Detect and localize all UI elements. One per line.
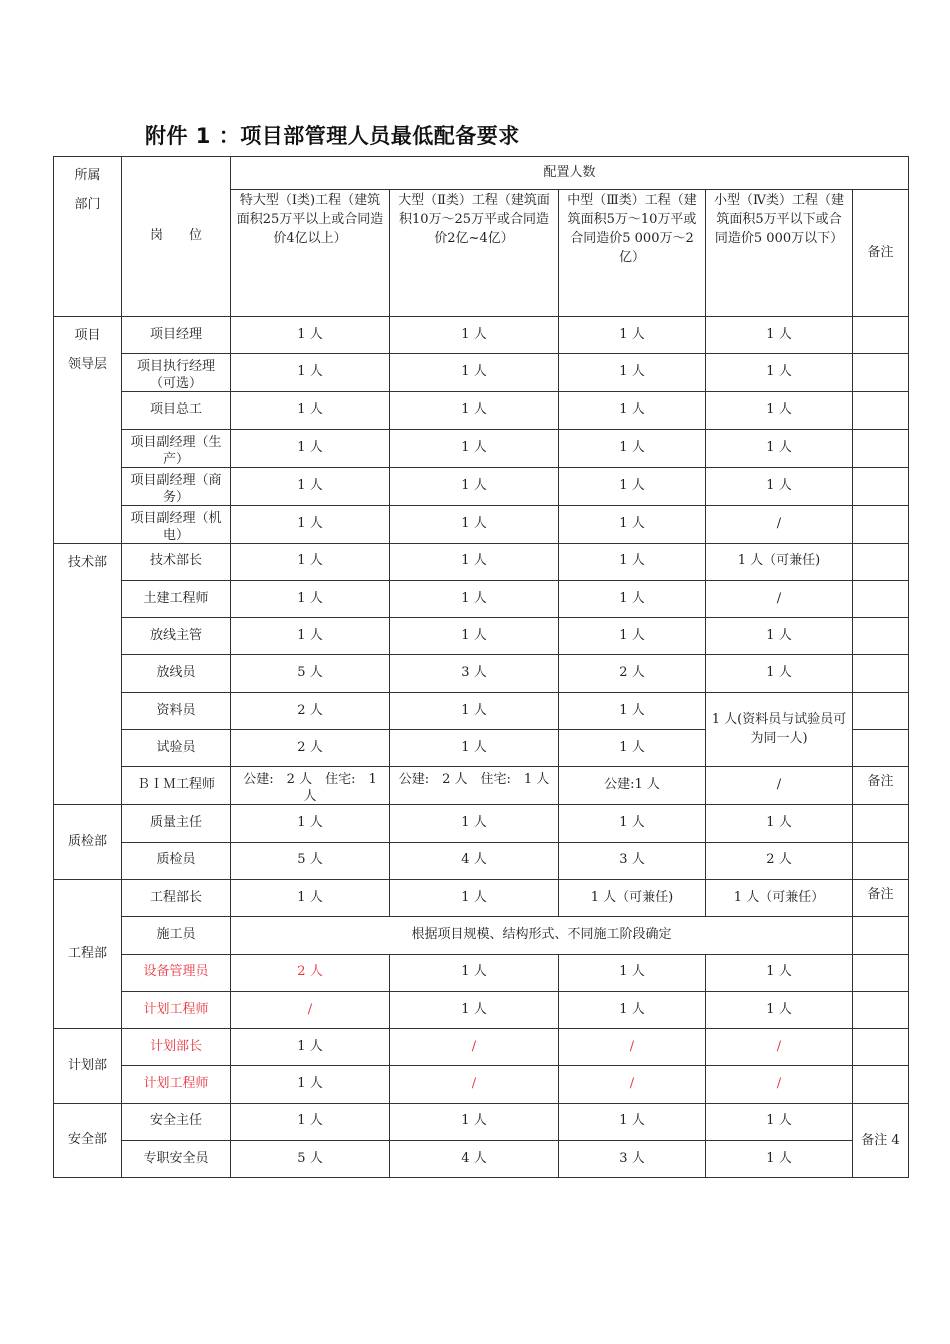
value-cell: /	[706, 1029, 853, 1066]
note-cell	[853, 429, 909, 467]
value-cell: 2 人	[706, 842, 853, 879]
note-cell: 备注	[853, 767, 909, 805]
note-cell	[853, 991, 909, 1028]
value-cell: 1 人	[231, 879, 390, 916]
dept-plan: 计划部	[54, 1029, 122, 1104]
value-cell: 1 人	[706, 655, 853, 692]
dept-safety: 安全部	[54, 1103, 122, 1178]
value-cell: 1 人	[390, 954, 559, 991]
value-cell: 2 人	[559, 655, 706, 692]
header-row-1	[54, 157, 909, 190]
value-cell: 1 人	[231, 618, 390, 655]
table-row	[54, 392, 909, 429]
value-cell: 1 人	[559, 580, 706, 617]
value-cell	[390, 767, 559, 805]
table-row	[54, 805, 909, 842]
value-cell-merged: 1 人(资料员与试验员可为同一人)	[706, 692, 853, 767]
note-cell	[853, 467, 909, 505]
value-cell	[231, 767, 390, 805]
value-cell: 公建:1 人	[559, 767, 706, 805]
value-text: 公建: 2 人 住宅: 1 人	[398, 772, 550, 788]
value-text: 公建: 2 人 住宅: 1 人	[243, 772, 377, 805]
value-cell: /	[390, 1066, 559, 1103]
post-cell: 放线主管	[122, 618, 231, 655]
note-cell	[853, 392, 909, 429]
note-cell	[853, 543, 909, 580]
value-cell: 1 人	[231, 580, 390, 617]
config-header: 配置人数	[231, 157, 909, 190]
value-cell: 1 人	[390, 467, 559, 505]
note-cell	[853, 730, 909, 767]
value-cell: 1 人	[390, 1103, 559, 1140]
value-cell: 1 人	[231, 805, 390, 842]
dept-quality: 质检部	[54, 805, 122, 880]
value-cell: 1 人	[231, 467, 390, 505]
value-cell: 1 人	[559, 354, 706, 392]
table-row	[54, 991, 909, 1028]
table-row	[54, 842, 909, 879]
table-row	[54, 954, 909, 991]
value-cell: /	[390, 1029, 559, 1066]
value-cell: 1 人	[390, 354, 559, 392]
dept-header-line1: 所属	[74, 168, 101, 183]
post-cell: 计划工程师	[122, 1066, 231, 1103]
note-cell	[853, 580, 909, 617]
value-cell: 1 人	[706, 392, 853, 429]
value-cell: 2 人	[231, 730, 390, 767]
table-row	[54, 1103, 909, 1140]
value-cell: 1 人	[559, 317, 706, 354]
dept-leader	[54, 317, 122, 544]
value-cell: 1 人	[559, 1103, 706, 1140]
category-header-2: 大型（Ⅱ类）工程（建筑面积10万～25万平或合同造价2亿~4亿）	[390, 190, 559, 317]
value-cell: 1 人	[706, 429, 853, 467]
value-cell: /	[706, 580, 853, 617]
value-cell: 5 人	[231, 655, 390, 692]
value-cell: 2 人	[231, 692, 390, 729]
value-cell: 2 人	[231, 954, 390, 991]
value-cell: 1 人	[390, 991, 559, 1028]
post-cell: 土建工程师	[122, 580, 231, 617]
category-header-3: 中型（Ⅲ类）工程（建筑面积5万～10万平或合同造价5 000万～2亿）	[559, 190, 706, 317]
value-cell: 3 人	[390, 655, 559, 692]
post-cell: ＢＩＭ工程师	[122, 767, 231, 805]
value-cell: 1 人	[706, 618, 853, 655]
category-header-1: 特大型（Ⅰ类)工程（建筑面积25万平以上或合同造价4亿以上）	[231, 190, 390, 317]
value-cell: 1 人	[706, 954, 853, 991]
value-cell: 1 人	[390, 692, 559, 729]
post-cell: 资料员	[122, 692, 231, 729]
post-text: 项目执行经理（可选）	[136, 359, 215, 392]
table-row	[54, 618, 909, 655]
dept-tech: 技术部	[54, 543, 122, 805]
table-row	[54, 879, 909, 916]
value-cell: 1 人	[231, 392, 390, 429]
table-row	[54, 429, 909, 467]
value-cell: 1 人（可兼任)	[706, 543, 853, 580]
dept-header-line2: 部门	[74, 197, 101, 212]
value-cell: /	[559, 1029, 706, 1066]
post-cell	[122, 429, 231, 467]
post-cell: 专职安全员	[122, 1141, 231, 1178]
note-cell	[853, 354, 909, 392]
value-cell: 1 人	[559, 505, 706, 543]
note-cell	[853, 917, 909, 954]
post-cell: 项目经理	[122, 317, 231, 354]
value-cell: 1 人	[390, 580, 559, 617]
value-cell: 1 人	[559, 467, 706, 505]
table-row	[54, 543, 909, 580]
note-cell	[853, 1066, 909, 1103]
value-cell: 1 人	[231, 1103, 390, 1140]
value-cell: 1 人	[390, 317, 559, 354]
note-cell	[853, 317, 909, 354]
post-cell: 施工员	[122, 917, 231, 954]
note-cell: 备注	[853, 879, 909, 916]
category-header-4: 小型（Ⅳ类）工程（建筑面积5万平以下或合同造价5 000万以下）	[706, 190, 853, 317]
post-cell: 技术部长	[122, 543, 231, 580]
value-cell-merged: 根据项目规模、结构形式、不同施工阶段确定	[231, 917, 853, 954]
value-cell: /	[706, 505, 853, 543]
table-row	[54, 1029, 909, 1066]
value-cell: 1 人	[706, 1141, 853, 1178]
table-row	[54, 505, 909, 543]
post-cell: 试验员	[122, 730, 231, 767]
note-cell	[853, 842, 909, 879]
value-cell: /	[231, 991, 390, 1028]
table-row	[54, 655, 909, 692]
table-row	[54, 692, 909, 729]
note-cell	[853, 655, 909, 692]
value-cell: 4 人	[390, 1141, 559, 1178]
note-cell	[853, 1029, 909, 1066]
dept-leader-line2: 领导层	[67, 357, 107, 372]
table-row	[54, 580, 909, 617]
post-cell	[122, 467, 231, 505]
note-cell: 备注 4	[853, 1103, 909, 1178]
table-row	[54, 1066, 909, 1103]
table-row	[54, 1141, 909, 1178]
post-cell: 质量主任	[122, 805, 231, 842]
value-cell: 1 人	[231, 317, 390, 354]
value-cell: 1 人	[559, 543, 706, 580]
post-cell: 项目总工	[122, 392, 231, 429]
value-cell: 3 人	[559, 842, 706, 879]
table-row	[54, 767, 909, 805]
note-cell	[853, 954, 909, 991]
table-row	[54, 354, 909, 392]
value-cell: 1 人	[559, 429, 706, 467]
value-cell: 5 人	[231, 1141, 390, 1178]
value-cell: 1 人	[390, 618, 559, 655]
value-cell: 1 人	[706, 354, 853, 392]
value-cell: 1 人	[390, 392, 559, 429]
page-title: 附件 1 ：项目部管理人员最低配备要求	[145, 124, 520, 148]
staffing-table	[53, 156, 909, 1178]
value-cell: 1 人	[390, 805, 559, 842]
post-cell: 计划部长	[122, 1029, 231, 1066]
note-cell	[853, 805, 909, 842]
post-cell: 质检员	[122, 842, 231, 879]
value-cell: 1 人	[231, 1066, 390, 1103]
value-cell: /	[706, 767, 853, 805]
post-cell: 工程部长	[122, 879, 231, 916]
value-cell: 1 人	[559, 805, 706, 842]
value-cell: 1 人	[559, 730, 706, 767]
value-cell: 1 人	[390, 730, 559, 767]
table-row	[54, 317, 909, 354]
value-cell: 1 人	[559, 618, 706, 655]
value-cell: 1 人（可兼任)	[559, 879, 706, 916]
dept-leader-line1: 项目	[74, 328, 101, 343]
value-cell: /	[706, 1066, 853, 1103]
note-cell	[853, 505, 909, 543]
value-cell: 1 人	[231, 543, 390, 580]
value-cell: 1 人	[706, 991, 853, 1028]
post-cell: 放线员	[122, 655, 231, 692]
value-cell: 4 人	[390, 842, 559, 879]
value-cell: 1 人	[390, 879, 559, 916]
post-cell: 计划工程师	[122, 991, 231, 1028]
value-cell: 1 人	[706, 805, 853, 842]
post-text: 项目副经理（生产）	[130, 434, 222, 467]
value-cell: 1 人	[706, 467, 853, 505]
note-cell	[853, 692, 909, 729]
post-text: 项目副经理（机电）	[130, 510, 222, 543]
value-cell: 1 人	[231, 505, 390, 543]
value-cell: /	[559, 1066, 706, 1103]
post-cell	[122, 505, 231, 543]
value-cell: 1 人	[390, 429, 559, 467]
post-cell: 安全主任	[122, 1103, 231, 1140]
value-cell: 3 人	[559, 1141, 706, 1178]
post-cell	[122, 354, 231, 392]
value-cell: 1 人（可兼任）	[706, 879, 853, 916]
value-cell: 1 人	[559, 692, 706, 729]
dept-eng: 工程部	[54, 879, 122, 1028]
table-row	[54, 467, 909, 505]
post-cell: 设备管理员	[122, 954, 231, 991]
dept-header	[54, 157, 122, 317]
value-cell: 1 人	[390, 543, 559, 580]
note-cell	[853, 618, 909, 655]
value-cell: 1 人	[231, 1029, 390, 1066]
value-cell: 1 人	[231, 354, 390, 392]
value-cell: 1 人	[559, 392, 706, 429]
value-cell: 5 人	[231, 842, 390, 879]
table-row	[54, 917, 909, 954]
post-header: 岗 位	[122, 157, 231, 317]
value-cell: 1 人	[559, 954, 706, 991]
value-cell: 1 人	[706, 317, 853, 354]
value-cell: 1 人	[231, 429, 390, 467]
post-text: 项目副经理（商务）	[130, 472, 222, 505]
value-cell: 1 人	[706, 1103, 853, 1140]
value-cell: 1 人	[390, 505, 559, 543]
note-header: 备注	[853, 190, 909, 317]
value-cell: 1 人	[559, 991, 706, 1028]
